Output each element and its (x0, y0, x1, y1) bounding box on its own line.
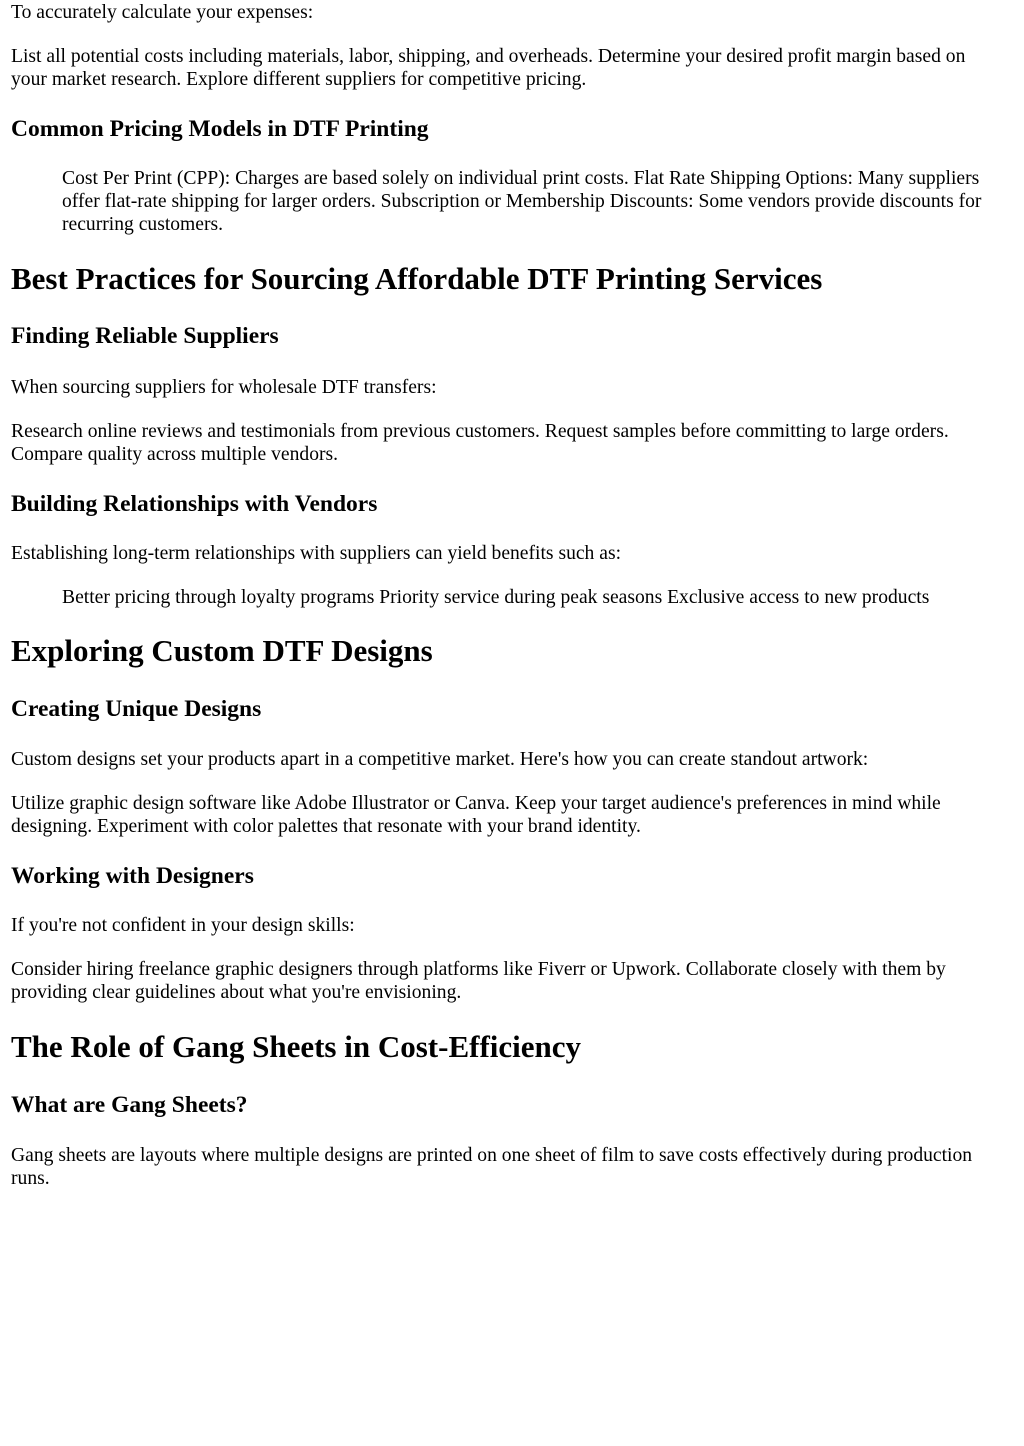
unique-designs-heading: Creating Unique Designs (11, 696, 262, 722)
gang-sheets-heading: The Role of Gang Sheets in Cost-Efficiency (11, 1029, 582, 1064)
unique-designs-body: Utilize graphic design software like Adobe Illustrator or Canva. Keep your target audience's preferences in mind while designing. Experiment with color palettes that resonate with your brand identity. (11, 793, 941, 837)
suppliers-heading: Finding Reliable Suppliers (11, 323, 279, 349)
pricing-models-heading: Common Pricing Models in DTF Printing (11, 116, 429, 142)
sourcing-heading: Best Practices for Sourcing Affordable DTF Printing Services (11, 261, 823, 296)
designers-lead: If you're not confident in your design skills: (11, 915, 355, 936)
relationships-list: Better pricing through loyalty programs Priority service during peak seasons Exclusive access to new products (62, 587, 930, 608)
intro-lead: To accurately calculate your expenses: (11, 2, 314, 23)
unique-designs-lead: Custom designs set your products apart in a competitive market. Here's how you can create standout artwork: (11, 749, 869, 770)
relationships-lead: Establishing long-term relationships with suppliers can yield benefits such as: (11, 543, 622, 564)
gang-sheets-what-heading: What are Gang Sheets? (11, 1092, 248, 1118)
pricing-models-list: Cost Per Print (CPP): Charges are based solely on individual print costs. Flat Rate Shipping Options: Many suppliers offer flat-rate shipping for larger orders. Subscription or Membership Discounts: Some vendors provide discounts for recurring customers. (62, 168, 982, 235)
custom-designs-heading: Exploring Custom DTF Designs (11, 633, 433, 668)
designers-body: Consider hiring freelance graphic designers through platforms like Fiverr or Upwork. Collaborate closely with them by providing clear guidelines about what you're envisioning. (11, 959, 946, 1003)
suppliers-lead: When sourcing suppliers for wholesale DTF transfers: (11, 377, 437, 398)
gang-sheets-what-body: Gang sheets are layouts where multiple designs are printed on one sheet of film to save costs effectively during production runs. (11, 1145, 973, 1189)
designers-heading: Working with Designers (11, 863, 254, 889)
relationships-heading: Building Relationships with Vendors (11, 491, 378, 517)
intro-body: List all potential costs including materials, labor, shipping, and overheads. Determine your desired profit margin based on your market research. Explore different suppliers for competitive pricing. (11, 46, 966, 90)
suppliers-body: Research online reviews and testimonials from previous customers. Request samples before committing to large orders. Compare quality across multiple vendors. (11, 421, 949, 465)
